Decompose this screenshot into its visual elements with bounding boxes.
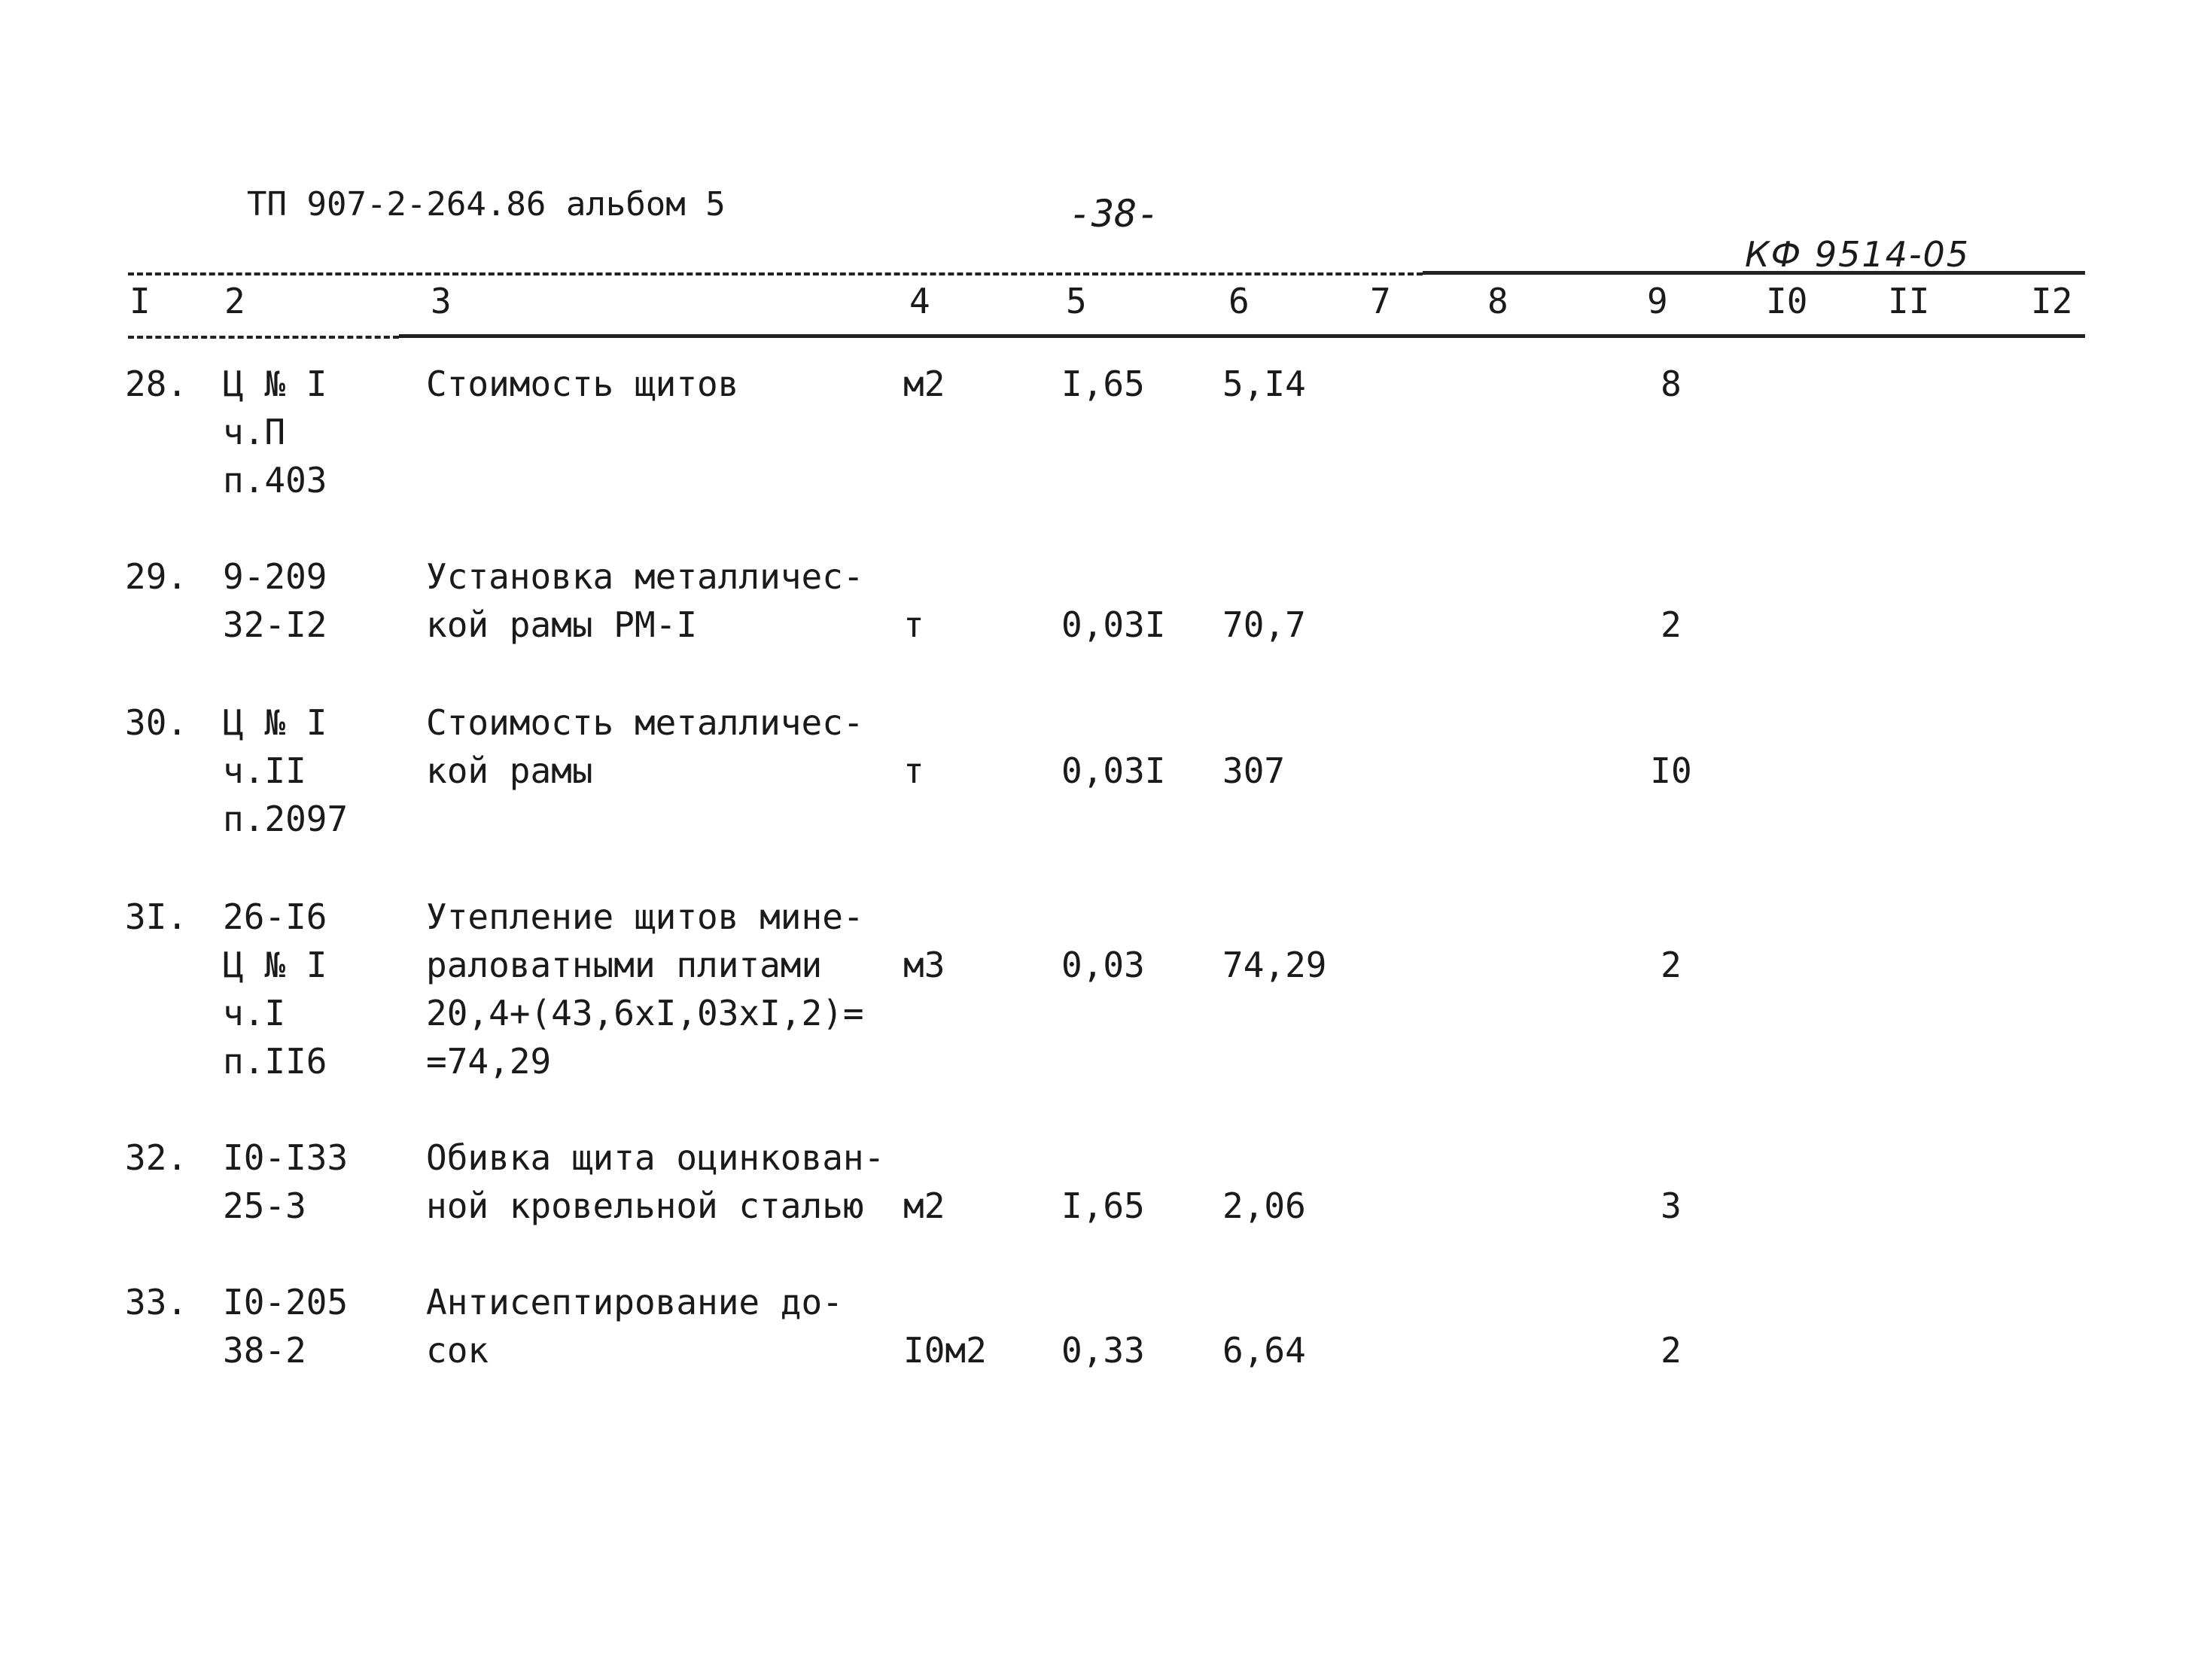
header-top-rule-solid: [1423, 271, 2085, 275]
row-reference: Ц № I ч.П п.403: [223, 364, 327, 501]
row-number: 29.: [125, 556, 188, 597]
col-header-6: 6: [1228, 281, 1250, 321]
row-number: 32.: [125, 1137, 188, 1178]
row-number: 28.: [125, 364, 188, 404]
row-col9: 2: [1661, 1330, 1682, 1371]
row-col9: 8: [1661, 364, 1682, 404]
row-price: 74,29: [1222, 945, 1327, 985]
col-header-11: II: [1888, 281, 1930, 321]
row-number: 3I.: [125, 896, 188, 937]
row-quantity: I,65: [1061, 364, 1145, 404]
row-description: Стоимость металличес- кой рамы: [426, 702, 864, 791]
header-top-rule-dashed: [128, 272, 1423, 275]
row-reference: 26-I6 Ц № I ч.I п.II6: [223, 896, 327, 1082]
row-quantity: 0,03: [1061, 945, 1145, 985]
row-number: 33.: [125, 1282, 188, 1322]
row-description: Установка металличес- кой рамы РМ-I: [426, 556, 864, 645]
row-price: 70,7: [1222, 604, 1306, 645]
row-quantity: 0,03I: [1061, 750, 1166, 791]
row-unit: т: [903, 750, 924, 791]
row-description: Утепление щитов мине- раловатными плитами 20,4+(43,6хI,03хI,2)= =74,29: [426, 896, 864, 1082]
col-header-10: I0: [1766, 281, 1808, 321]
row-reference: Ц № I ч.II п.2097: [223, 702, 349, 839]
col-header-3: 3: [431, 281, 452, 321]
row-number: 30.: [125, 702, 188, 743]
header-bottom-rule-dashed: [128, 336, 399, 339]
row-price: 307: [1222, 750, 1286, 791]
header-bottom-rule-solid: [399, 334, 2085, 338]
row-description: Стоимость щитов: [426, 364, 739, 404]
row-quantity: 0,03I: [1061, 604, 1166, 645]
row-col9: 2: [1661, 945, 1682, 985]
row-price: 2,06: [1222, 1185, 1306, 1226]
row-col9: 3: [1661, 1185, 1682, 1226]
row-unit: м3: [903, 945, 945, 985]
col-header-4: 4: [909, 281, 930, 321]
col-header-1: I: [129, 281, 151, 321]
document-code: ТП 907-2-264.86 альбом 5: [247, 185, 726, 224]
row-price: 5,I4: [1222, 364, 1306, 404]
col-header-8: 8: [1487, 281, 1508, 321]
row-quantity: 0,33: [1061, 1330, 1145, 1371]
row-quantity: I,65: [1061, 1185, 1145, 1226]
row-col9: I0: [1650, 750, 1692, 791]
col-header-12: I2: [2031, 281, 2073, 321]
handwritten-stamp: КФ 9514-05: [1745, 234, 1971, 275]
col-header-9: 9: [1647, 281, 1668, 321]
row-reference: I0-205 38-2: [223, 1282, 349, 1371]
row-col9: 2: [1661, 604, 1682, 645]
row-description: Антисептирование до- сок: [426, 1282, 843, 1371]
row-reference: I0-I33 25-3: [223, 1137, 349, 1226]
row-unit: I0м2: [903, 1330, 987, 1371]
col-header-5: 5: [1066, 281, 1087, 321]
row-unit: т: [903, 604, 924, 645]
row-reference: 9-209 32-I2: [223, 556, 327, 645]
col-header-2: 2: [224, 281, 245, 321]
row-description: Обивка щита оцинкован- ной кровельной сталью: [426, 1137, 885, 1226]
row-unit: м2: [903, 1185, 945, 1226]
row-price: 6,64: [1222, 1330, 1306, 1371]
row-unit: м2: [903, 364, 945, 404]
page-number: -38-: [1069, 192, 1160, 236]
col-header-7: 7: [1370, 281, 1391, 321]
